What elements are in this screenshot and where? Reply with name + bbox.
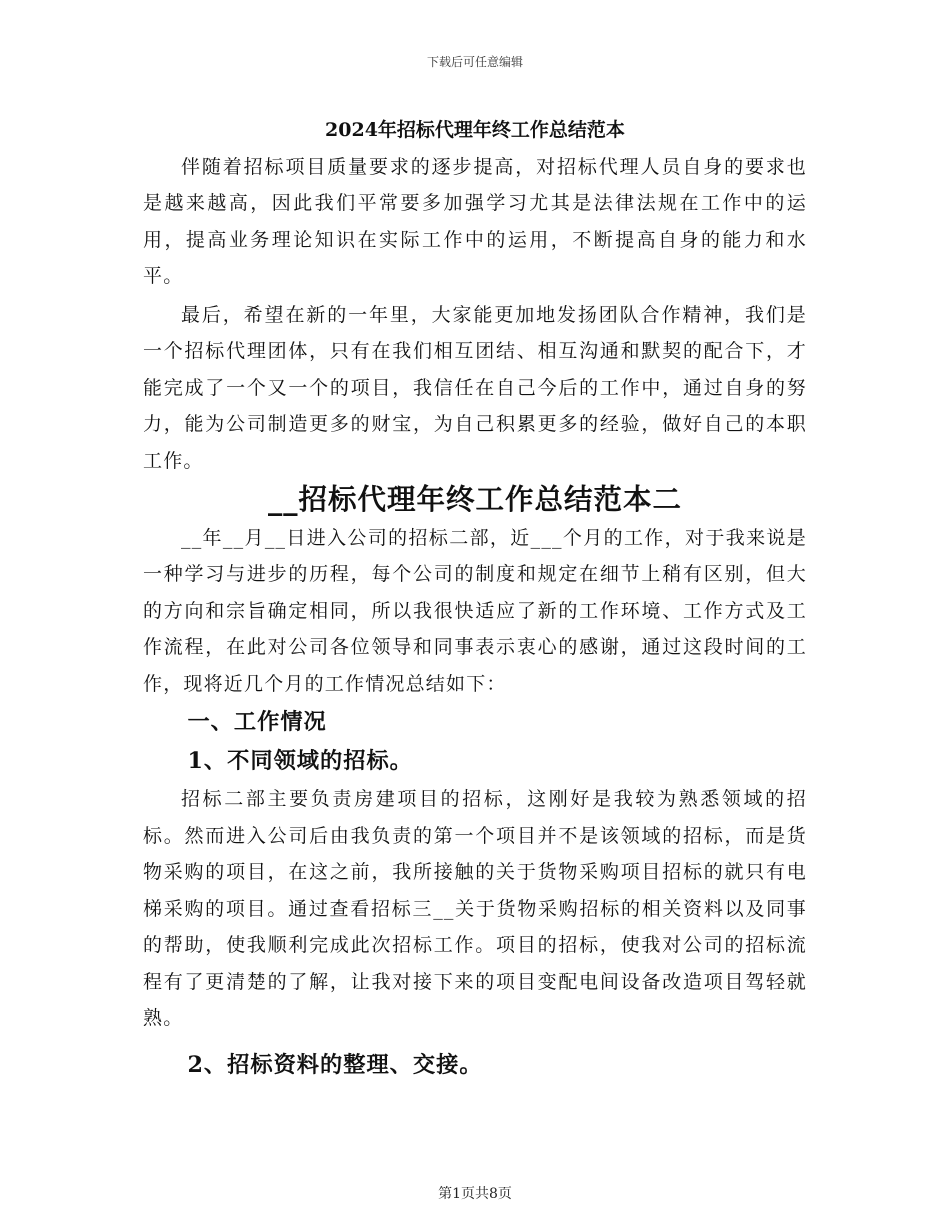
document-title: 2024年招标代理年终工作总结范本: [325, 119, 625, 141]
page-number: 第1页共8页: [438, 1186, 512, 1202]
section-heading: 2、招标资料的整理、交接。: [187, 1051, 483, 1078]
section-subtitle: __招标代理年终工作总结范本二: [267, 482, 682, 516]
section-heading: 一、工作情况: [187, 709, 327, 735]
paragraph: 伴随着招标项目质量要求的逐步提高，对招标代理人员自身的要求也是越来越高，因此我们平常要多加强学习尤其是法律法规在工作中的运用，提高业务理论知识在实际工作中的运用，不断提高自身的能力和水平。: [143, 155, 807, 287]
paragraph: 最后，希望在新的一年里，大家能更加地发扬团队合作精神，我们是一个招标代理团体，只有在我们相互团结、相互沟通和默契的配合下，才能完成了一个又一个的项目，我信任在自己今后的工作中，通过自身的努力，能为公司制造更多的财宝，为自己积累更多的经验，做好自己的本职工作。: [143, 303, 807, 472]
document-body: [143, 112, 807, 1083]
page-header: 下载后可任意编辑: [426, 55, 523, 69]
section-heading: 1、不同领域的招标。: [187, 747, 413, 774]
paragraph: __年__月__日进入公司的招标二部，近___个月的工作，对于我来说是一种学习与进步的历程，每个公司的制度和规定在细节上稍有区别，但大的方向和宗旨确定相同，所以我很快适应了新的工作环境、工作方式及工作流程，在此对公司各位领导和同事表示衷心的感谢，通过这段时间的工作，现将近几个月的工作情况总结如下：: [143, 526, 807, 695]
paragraph: 招标二部主要负责房建项目的招标，这刚好是我较为熟悉领域的招标。然而进入公司后由我负责的第一个项目并不是该领域的招标，而是货物采购的项目，在这之前，我所接触的关于货物采购项目招标的就只有电梯采购的项目。通过查看招标三__关于货物采购招标的相关资料以及同事的帮助，使我顺利完成此次招标工作。项目的招标，使我对公司的招标流程有了更清楚的了解，让我对接下来的项目变配电间设备改造项目驾轻就熟。: [143, 788, 807, 1029]
